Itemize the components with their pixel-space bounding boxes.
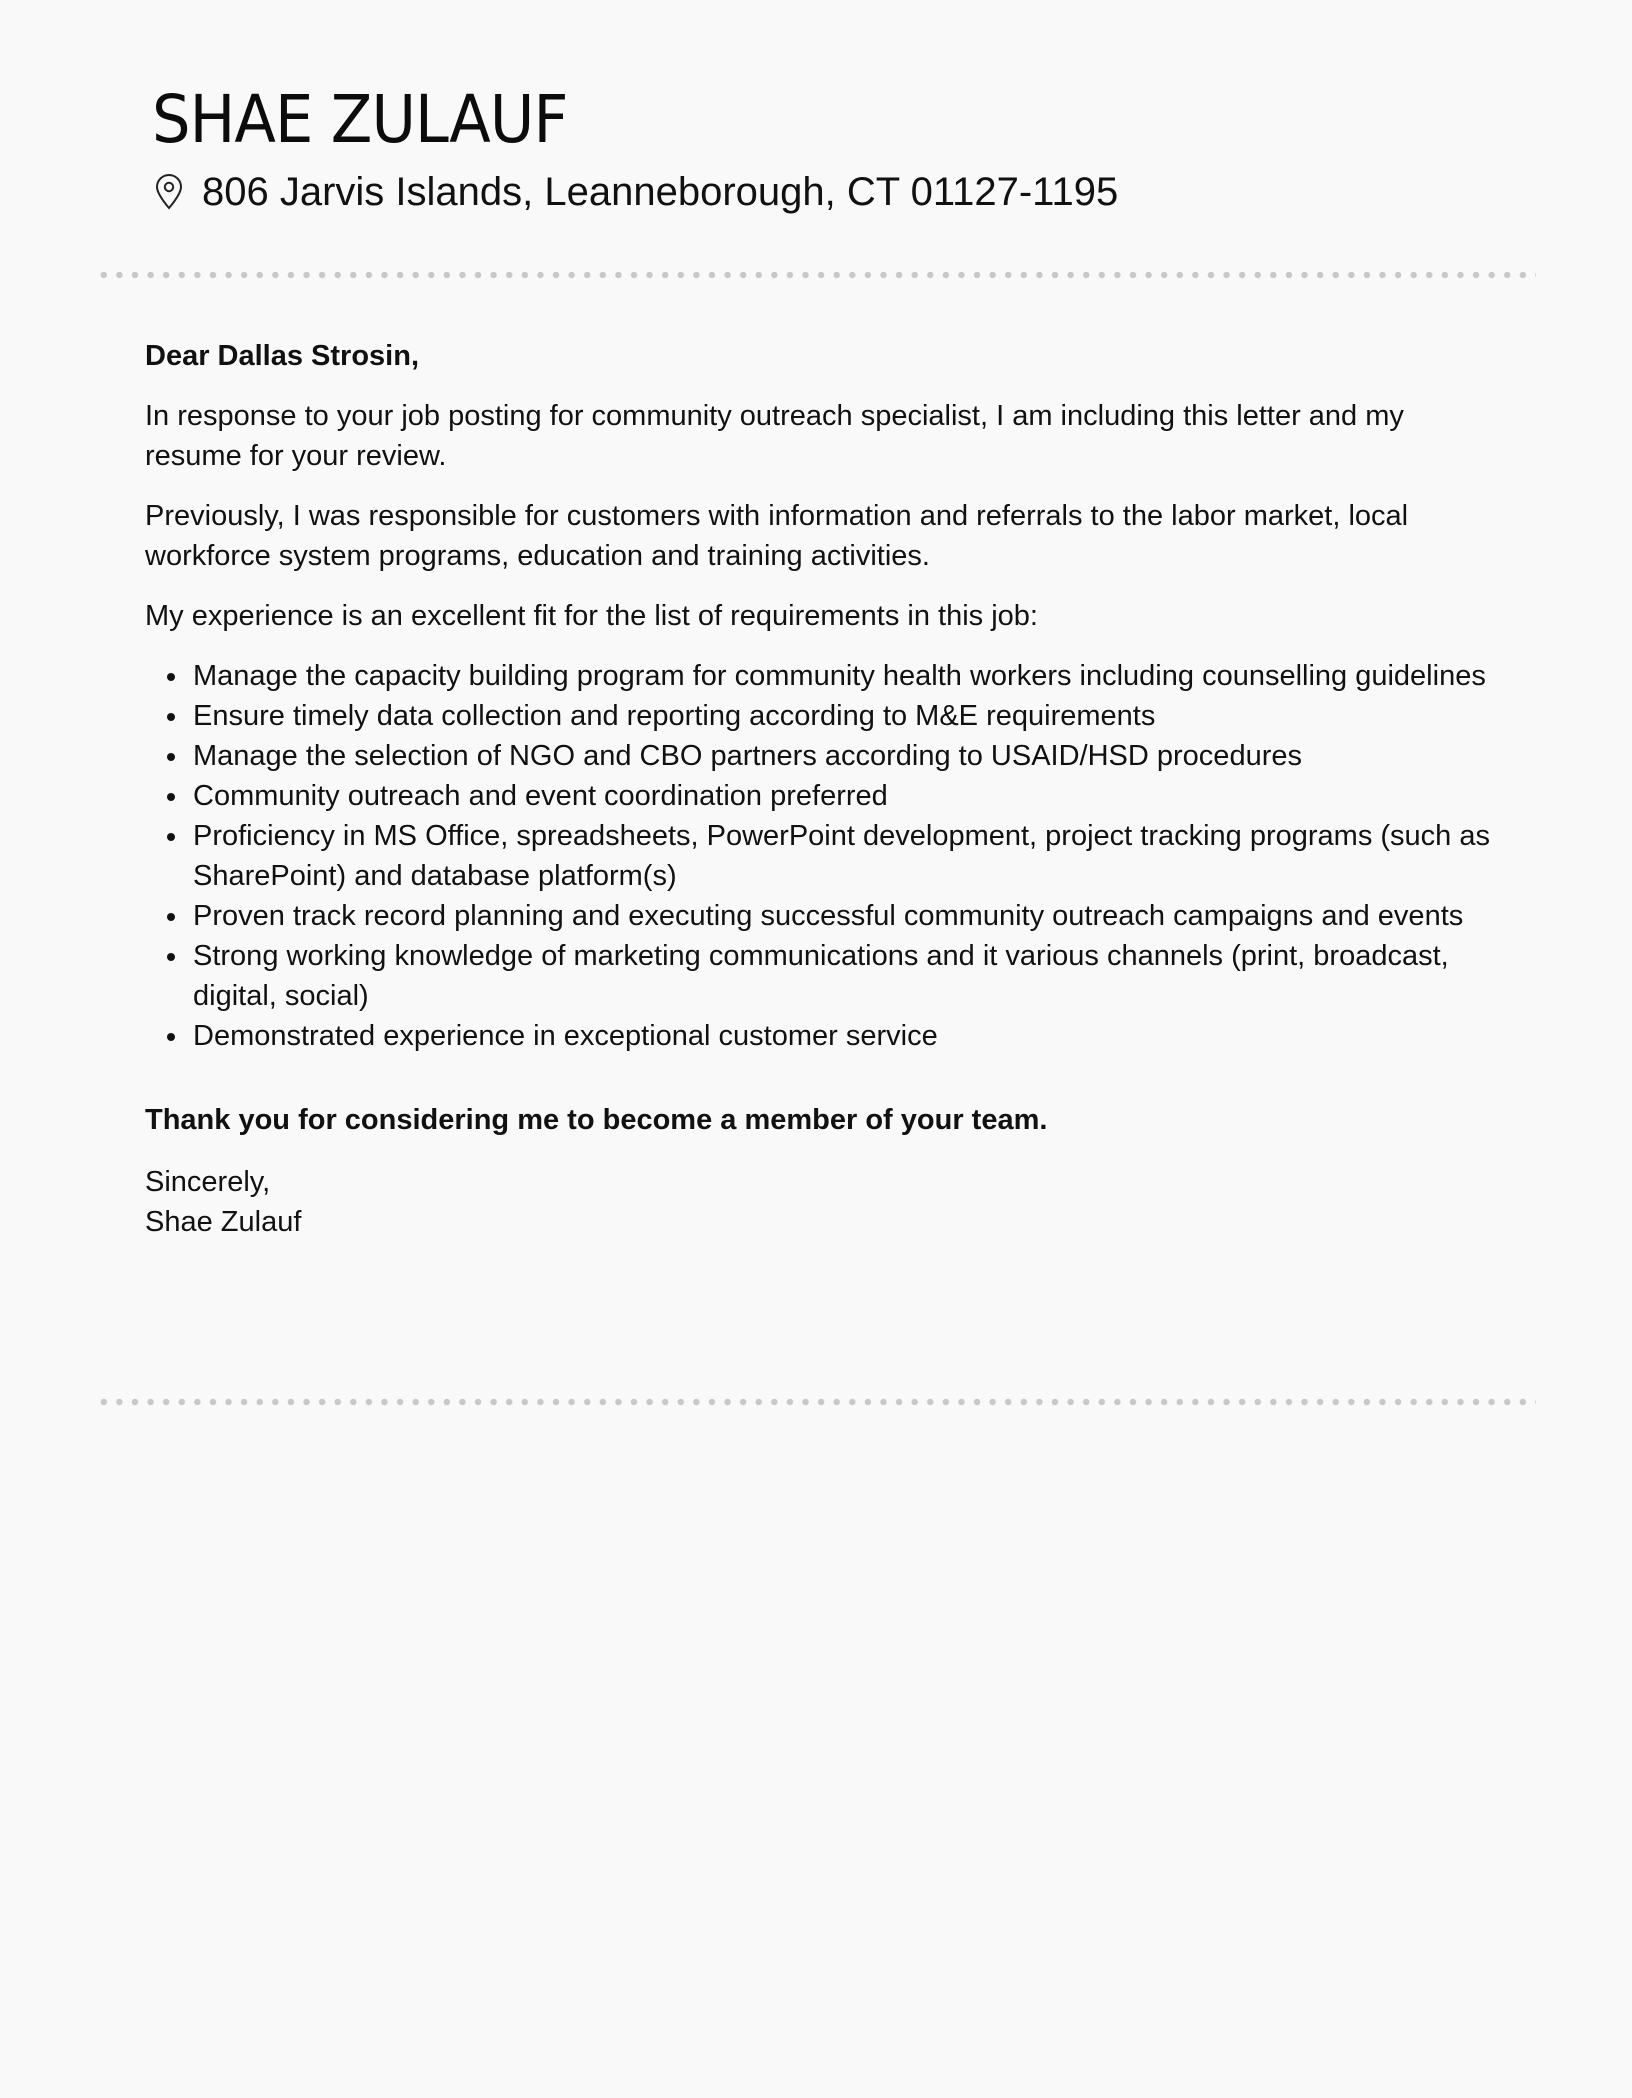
signoff-text: Sincerely, — [145, 1166, 271, 1198]
list-item: Community outreach and event coordination preferred — [193, 776, 1505, 816]
applicant-name: SHAE ZULAUF — [152, 81, 568, 158]
list-item: Manage the capacity building program for community health workers including counselling guidelines — [193, 656, 1505, 696]
address-row — [154, 164, 1118, 220]
experience-paragraph: Previously, I was responsible for customers with information and referrals to the labor market, local workforce system programs, education and training activities. — [145, 500, 1409, 572]
list-item: Proven track record planning and executing successful community outreach campaigns and events — [193, 896, 1505, 936]
bottom-dotted-divider — [96, 1398, 1536, 1406]
fit-paragraph: My experience is an excellent fit for the list of requirements in this job: — [145, 600, 1038, 632]
signoff-block — [145, 1162, 1505, 1242]
letter-body — [145, 336, 1505, 1242]
intro-paragraph: In response to your job posting for community outreach specialist, I am including this letter and my resume for your review. — [145, 400, 1404, 472]
list-item: Demonstrated experience in exceptional customer service — [193, 1016, 1505, 1056]
list-item: Ensure timely data collection and reporting according to M&E requirements — [193, 696, 1505, 736]
list-item: Proficiency in MS Office, spreadsheets, PowerPoint development, project tracking programs (such as SharePoint) and database platform(s) — [193, 816, 1505, 896]
requirements-list — [145, 656, 1505, 1056]
list-item: Manage the selection of NGO and CBO partners according to USAID/HSD procedures — [193, 736, 1505, 776]
closing-statement: Thank you for considering me to become a member of your team. — [145, 1104, 1048, 1136]
top-dotted-divider — [96, 271, 1536, 279]
signature-name: Shae Zulauf — [145, 1206, 302, 1238]
map-pin-icon — [154, 174, 184, 210]
list-item: Strong working knowledge of marketing communications and it various channels (print, broadcast, digital, social) — [193, 936, 1505, 1016]
address-text: 806 Jarvis Islands, Leanneborough, CT 01127-1195 — [202, 170, 1119, 214]
salutation: Dear Dallas Strosin, — [145, 340, 419, 372]
